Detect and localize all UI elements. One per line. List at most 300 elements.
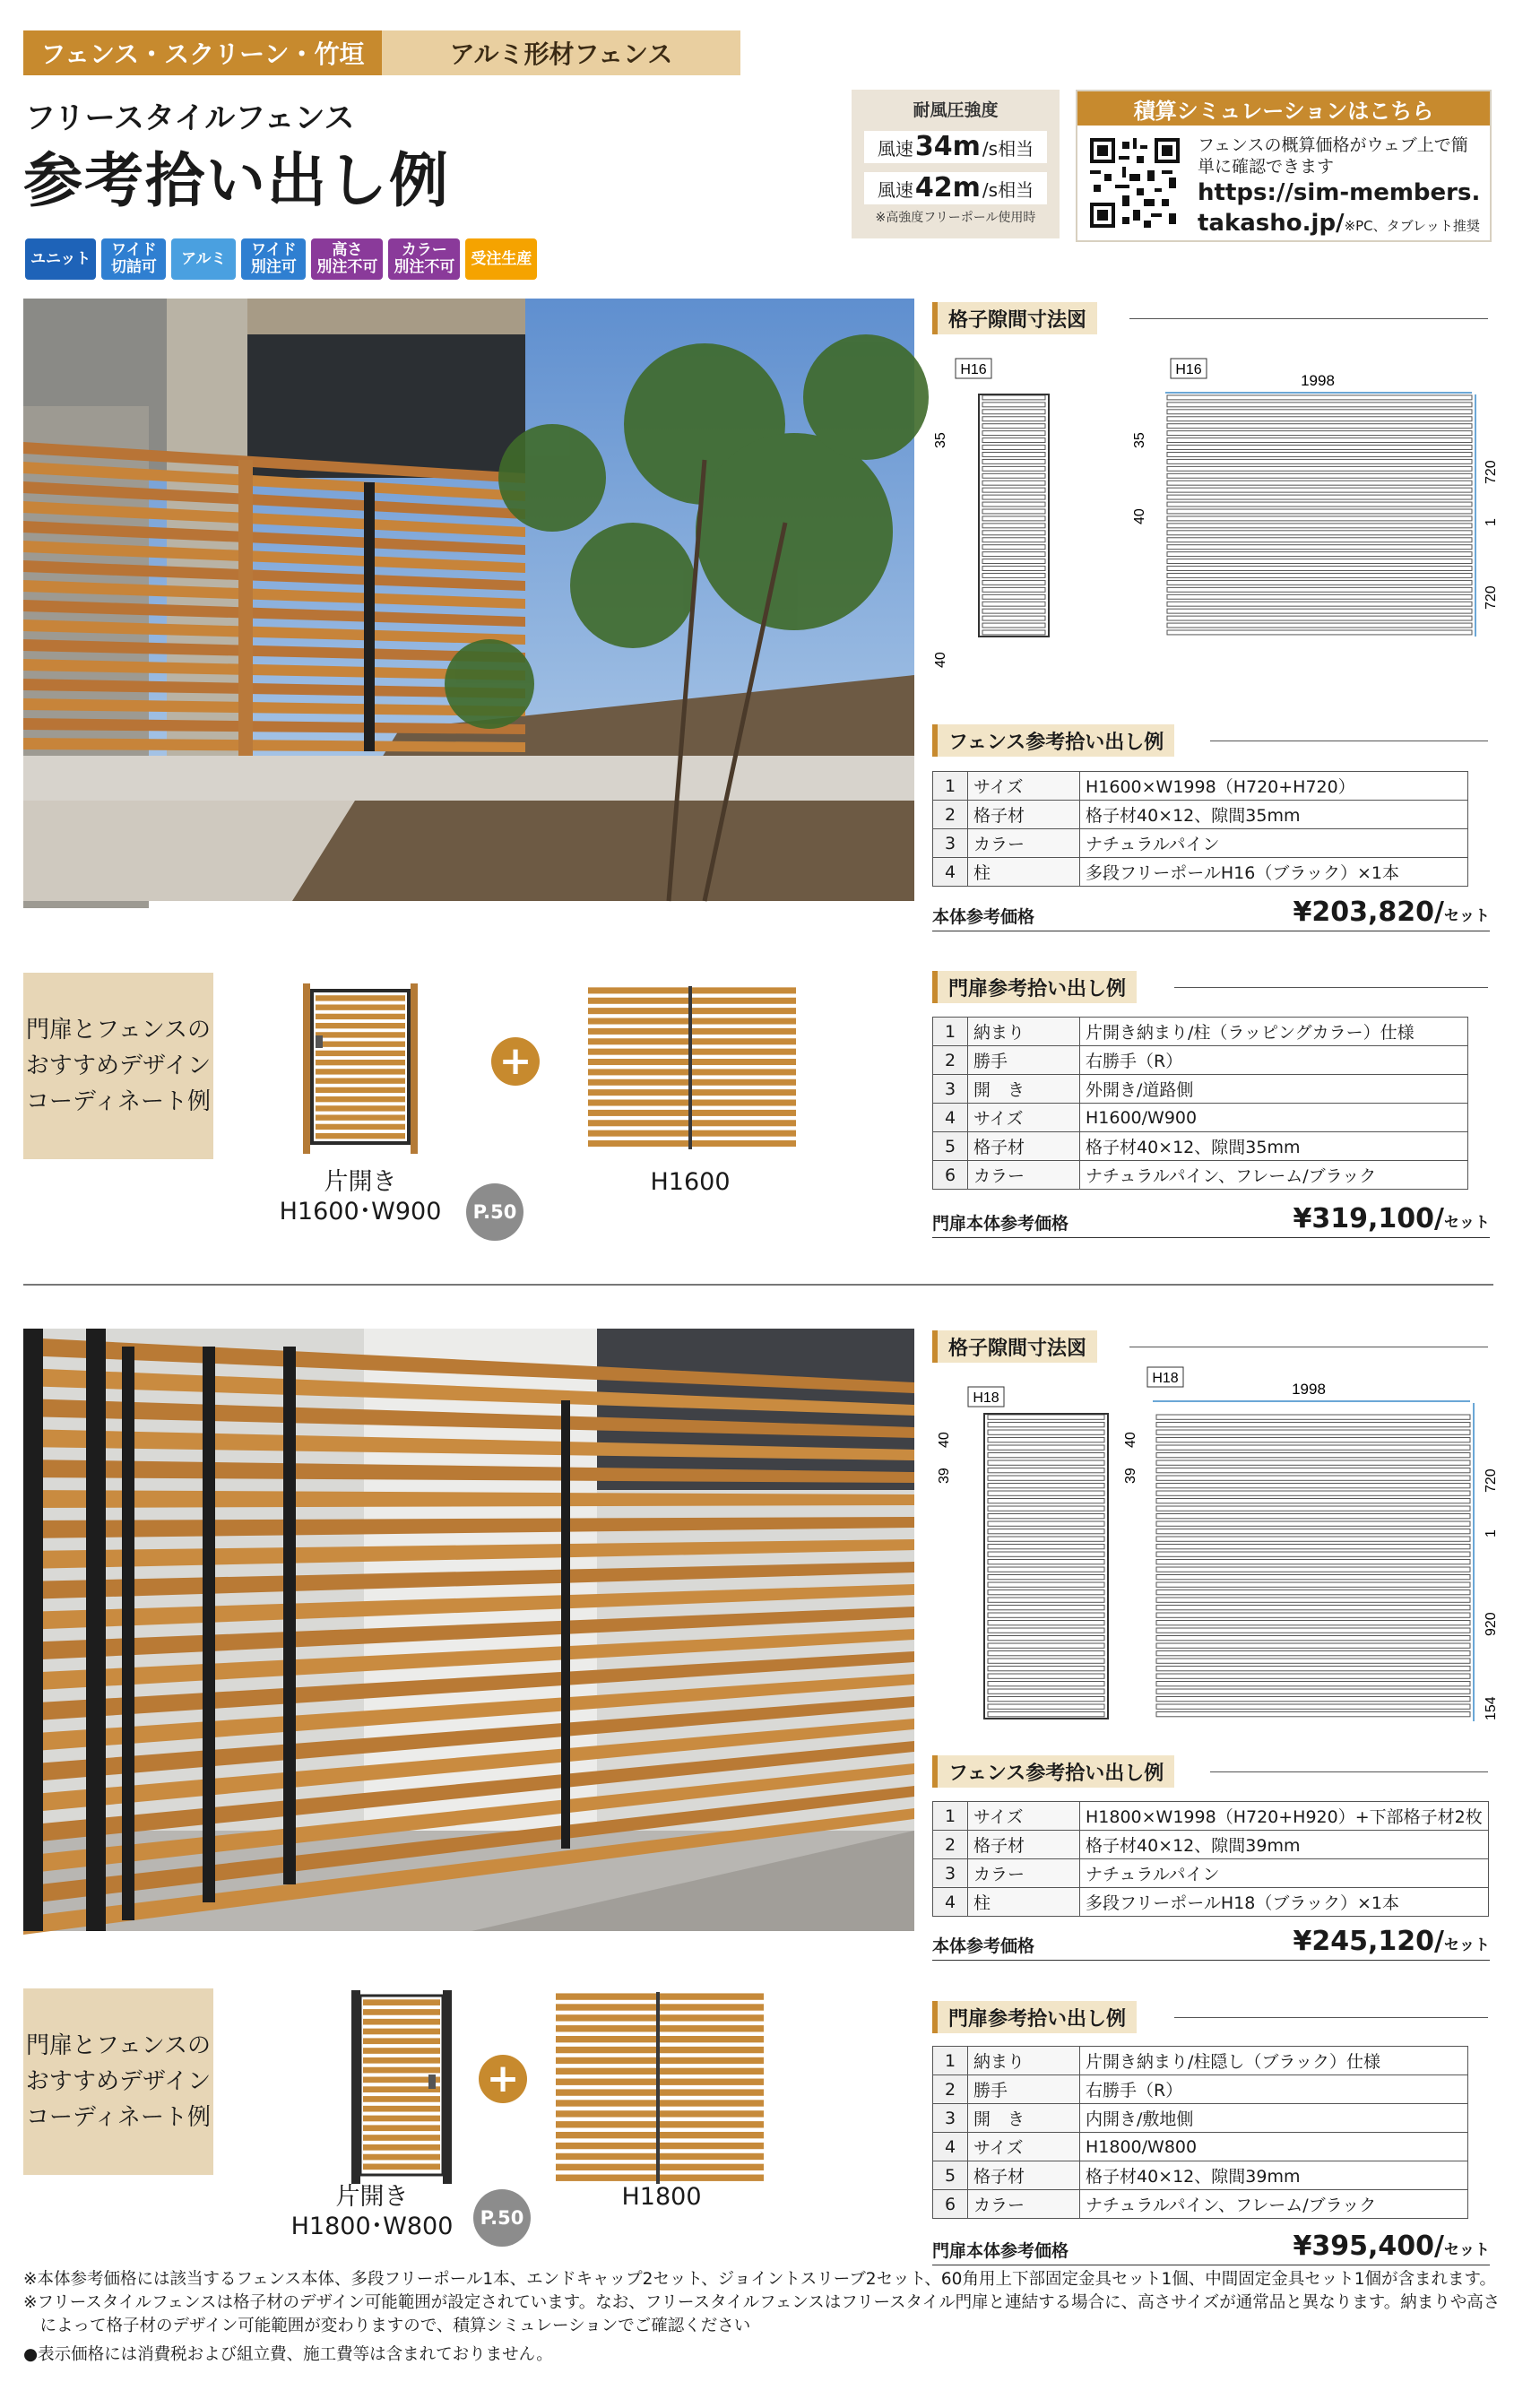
section-divider xyxy=(23,1284,1493,1286)
badge-line: 別注不可 xyxy=(316,258,378,276)
spec-key: 格子材 xyxy=(968,1132,1080,1161)
slat xyxy=(988,1423,1104,1427)
slat xyxy=(982,446,1045,450)
dim-label: 920 xyxy=(1484,1612,1499,1636)
price-unit: セット xyxy=(1444,1214,1490,1232)
fence-caption-2: H1800 xyxy=(621,2183,702,2211)
spec-key: 開 き xyxy=(968,1075,1080,1104)
simulation-text: フェンスの概算価格がウェブ上で簡単に確認できます xyxy=(1198,135,1468,177)
footnotes xyxy=(23,2268,1511,2367)
wind-unit: /s相当 xyxy=(982,138,1034,160)
dim-label: 720 xyxy=(1484,585,1499,610)
badge-line: ユニット xyxy=(30,249,91,268)
slat xyxy=(988,1537,1104,1541)
wind-strength-title: 耐風圧強度 xyxy=(913,100,999,120)
price-unit: セット xyxy=(1444,2241,1490,2259)
spec-number: 5 xyxy=(933,2161,968,2190)
divider xyxy=(1210,1771,1488,1772)
slat xyxy=(1156,1560,1470,1564)
spec-row xyxy=(933,829,1468,858)
wind-row-standard xyxy=(864,131,1047,163)
slat xyxy=(1156,1613,1470,1617)
gate-caption-1 xyxy=(262,1167,459,1226)
page-title: 参考拾い出し例 xyxy=(23,146,450,215)
coordinate-text: 門扉とフェンスの xyxy=(26,2032,211,2059)
spec-value: 格子材40×12、隙間35mm xyxy=(1080,801,1468,829)
post xyxy=(238,460,253,756)
slat xyxy=(988,1521,1104,1526)
gate-caption-2 xyxy=(269,2182,475,2241)
slat xyxy=(988,1506,1104,1511)
slat xyxy=(1167,438,1472,443)
spec-key: サイズ xyxy=(968,2133,1080,2161)
badge-line: 切詰可 xyxy=(110,258,157,276)
spec-value: H1600×W1998（H720+H720） xyxy=(1080,772,1468,801)
slat xyxy=(1156,1506,1470,1511)
badge-line: 別注可 xyxy=(250,258,297,276)
simulation-description xyxy=(1198,134,1484,241)
slat xyxy=(1167,552,1472,557)
slat xyxy=(982,495,1045,499)
slat xyxy=(988,1453,1104,1458)
slat xyxy=(988,1468,1104,1473)
slat xyxy=(316,1041,405,1046)
fence-example-label-1: フェンス参考拾い出し例 xyxy=(932,724,1174,757)
spec-value: 片開き納まり/柱隠し（ブラック）仕様 xyxy=(1080,2047,1468,2075)
slat xyxy=(988,1567,1104,1572)
slat xyxy=(363,1999,440,2005)
slat xyxy=(982,452,1045,456)
dim-label: 154 xyxy=(1484,1696,1499,1720)
spec-row xyxy=(933,1859,1489,1888)
slat xyxy=(363,2019,440,2025)
slat xyxy=(1156,1667,1470,1671)
fence-spec-table-2 xyxy=(932,1801,1489,1917)
slat xyxy=(1167,594,1472,599)
slat xyxy=(988,1445,1104,1450)
slat xyxy=(316,1114,405,1120)
dim-label: 40 xyxy=(933,652,948,668)
slat xyxy=(982,502,1045,507)
slat xyxy=(1167,545,1472,550)
coordinate-text: コーディネート例 xyxy=(26,2104,211,2131)
slat xyxy=(982,552,1045,557)
slat xyxy=(988,1682,1104,1686)
badge-line: ワイド xyxy=(251,241,297,259)
spec-key: 納まり xyxy=(968,2047,1080,2075)
badge-line: カラー xyxy=(401,241,447,259)
coordinate-box-1 xyxy=(23,973,213,1159)
slat xyxy=(988,1712,1104,1717)
spec-row xyxy=(933,1161,1468,1190)
spec-number: 3 xyxy=(933,1859,968,1888)
slat xyxy=(988,1659,1104,1663)
spec-row xyxy=(933,2104,1468,2133)
spec-number: 3 xyxy=(933,1075,968,1104)
spec-row xyxy=(933,1831,1489,1859)
price-value: ¥395,400/ xyxy=(1293,2230,1444,2262)
slat xyxy=(1156,1491,1470,1495)
dim-label: 35 xyxy=(933,432,948,448)
gate-price-row-1 xyxy=(932,1203,1490,1238)
spec-key: カラー xyxy=(968,1161,1080,1190)
spec-value: 外開き/道路側 xyxy=(1080,1075,1468,1104)
gate-price-row-2 xyxy=(932,2230,1490,2265)
wind-value: 34m xyxy=(914,131,981,162)
slat xyxy=(1167,630,1472,635)
slat xyxy=(1156,1643,1470,1648)
fence-photo-h1800 xyxy=(23,1329,914,1931)
slat xyxy=(363,2009,440,2015)
slat xyxy=(1167,495,1472,499)
slat xyxy=(363,2048,440,2054)
width-dim: 1998 xyxy=(1292,1381,1326,1398)
slat xyxy=(1156,1484,1470,1488)
diagram-label-1: 格子隙間寸法図 xyxy=(932,302,1097,334)
slat xyxy=(1156,1423,1470,1427)
post xyxy=(86,1329,106,1931)
slat xyxy=(316,995,405,1000)
slat xyxy=(988,1575,1104,1580)
footnote: によって格子材のデザイン可能範囲が変わりますので、積算シミュレーションでご確認ください xyxy=(23,2317,751,2335)
gate-type: 片開き xyxy=(335,2183,409,2211)
slat xyxy=(1167,531,1472,535)
badge-row xyxy=(25,238,537,280)
gate-frame xyxy=(984,1414,1108,1719)
fence-tag: H16 xyxy=(1175,362,1202,377)
slat xyxy=(316,1105,405,1111)
slat xyxy=(988,1484,1104,1488)
gate-spec-table-1 xyxy=(932,1017,1468,1190)
slat xyxy=(1167,573,1472,577)
slat xyxy=(988,1514,1104,1519)
slat xyxy=(363,2144,440,2151)
slat xyxy=(982,466,1045,471)
slat xyxy=(982,431,1045,436)
slat xyxy=(316,1124,405,1130)
slat xyxy=(1167,587,1472,592)
wind-strength-box xyxy=(852,90,1060,238)
slat xyxy=(1156,1453,1470,1458)
plus-icon: + xyxy=(479,2055,527,2103)
feature-badge xyxy=(388,238,460,280)
slat xyxy=(988,1689,1104,1693)
coordinate-text: おすすめデザイン xyxy=(25,2068,212,2095)
slat xyxy=(1156,1529,1470,1534)
price-value: ¥319,100/ xyxy=(1293,1203,1444,1234)
slat xyxy=(1167,524,1472,528)
spec-number: 2 xyxy=(933,2075,968,2104)
slat xyxy=(1156,1438,1470,1442)
spec-number: 2 xyxy=(933,1831,968,1859)
spec-key: 柱 xyxy=(968,1888,1080,1917)
coordinate-text: コーディネート例 xyxy=(26,1088,211,1115)
spec-key: カラー xyxy=(968,2190,1080,2219)
price-amount xyxy=(1293,897,1490,928)
divider xyxy=(1129,318,1488,319)
slat xyxy=(988,1651,1104,1656)
slat xyxy=(1156,1521,1470,1526)
spec-value: ナチュラルパイン、フレーム/ブラック xyxy=(1080,1161,1468,1190)
spec-number: 4 xyxy=(933,858,968,887)
slat xyxy=(1156,1468,1470,1473)
spec-value: ナチュラルパイン xyxy=(1080,829,1468,858)
slat xyxy=(1167,559,1472,564)
slat xyxy=(363,2106,440,2112)
lattice-diagram-h18 xyxy=(932,1367,1497,1726)
slat xyxy=(982,623,1045,628)
spec-row xyxy=(933,2161,1468,2190)
wind-label: 風速 xyxy=(877,179,913,201)
spec-row xyxy=(933,1046,1468,1075)
spec-key: サイズ xyxy=(968,772,1080,801)
slat xyxy=(1156,1682,1470,1686)
slat xyxy=(982,602,1045,606)
spec-value: 多段フリーポールH18（ブラック）×1本 xyxy=(1080,1888,1489,1917)
gate-tag: H18 xyxy=(973,1390,999,1406)
slat xyxy=(363,2038,440,2044)
slat xyxy=(1167,473,1472,478)
slat xyxy=(316,1133,405,1139)
spec-row xyxy=(933,2075,1468,2104)
slat xyxy=(982,459,1045,463)
gate-example-label-1: 門扉参考拾い出し例 xyxy=(932,971,1137,1003)
slat xyxy=(1156,1621,1470,1625)
slat xyxy=(1156,1552,1470,1556)
slat xyxy=(988,1529,1104,1534)
slat xyxy=(1156,1445,1470,1450)
slat xyxy=(982,424,1045,429)
category-tab: フェンス・スクリーン・竹垣 xyxy=(23,30,382,75)
simulation-title: 積算シミュレーションはこちら xyxy=(1077,91,1490,126)
slat xyxy=(1156,1590,1470,1595)
simulation-url[interactable] xyxy=(1198,178,1484,241)
dim-label: 40 xyxy=(1132,508,1147,524)
spec-key: 格子材 xyxy=(968,1831,1080,1859)
price-unit: セット xyxy=(1444,1936,1490,1954)
slat xyxy=(1167,431,1472,436)
slat xyxy=(1156,1514,1470,1519)
slat xyxy=(988,1674,1104,1678)
slat xyxy=(1156,1651,1470,1656)
slat xyxy=(1156,1704,1470,1709)
spec-key: 勝手 xyxy=(968,2075,1080,2104)
slat xyxy=(363,2067,440,2074)
slat xyxy=(982,630,1045,635)
lattice-diagram-h16 xyxy=(932,350,1499,668)
slat xyxy=(1167,452,1472,456)
feature-badge xyxy=(311,238,383,280)
slat xyxy=(988,1415,1104,1419)
gate-spec-table-2 xyxy=(932,2046,1468,2219)
slat xyxy=(316,1087,405,1093)
spec-value: 格子材40×12、隙間35mm xyxy=(1080,1132,1468,1161)
slat xyxy=(982,580,1045,585)
gate-tag: H16 xyxy=(960,362,987,377)
dim-label: 1 xyxy=(1484,1529,1499,1537)
dim-label: 35 xyxy=(1132,432,1147,448)
simulation-url-line2[interactable]: takasho.jp/ xyxy=(1198,210,1345,237)
price-amount xyxy=(1293,2230,1490,2262)
slat xyxy=(982,616,1045,620)
divider xyxy=(1174,987,1488,988)
slat xyxy=(982,410,1045,414)
dim-label: 720 xyxy=(1484,460,1499,484)
slat xyxy=(1167,403,1472,407)
slat xyxy=(988,1491,1104,1495)
post xyxy=(364,482,375,751)
slat xyxy=(982,559,1045,564)
gate-size: H1600･W900 xyxy=(279,1198,442,1226)
slat xyxy=(316,1069,405,1074)
dim-label: 1 xyxy=(1484,518,1499,526)
price-unit: セット xyxy=(1444,907,1490,925)
spec-key: 柱 xyxy=(968,858,1080,887)
slat xyxy=(1167,616,1472,620)
slat xyxy=(982,438,1045,443)
fence-spec-table-1 xyxy=(932,771,1468,887)
slat xyxy=(1156,1636,1470,1641)
badge-line: 受注生産 xyxy=(471,249,532,268)
slat xyxy=(1156,1659,1470,1663)
spec-number: 1 xyxy=(933,1018,968,1046)
page-ref-badge[interactable]: P.50 xyxy=(466,1183,523,1241)
slat xyxy=(1167,516,1472,521)
slat xyxy=(988,1606,1104,1610)
badge-line: 高さ xyxy=(332,241,363,259)
footnote: ※フリースタイルフェンスは格子材のデザイン可能範囲が設定されています。なお、フリースタイルフェンスはフリースタイル門扉と連結する場合に、高さサイズが通常品と異なります。納まりや高さ xyxy=(23,2293,1501,2312)
slat xyxy=(982,488,1045,492)
spec-number: 6 xyxy=(933,1161,968,1190)
coordinate-box-2 xyxy=(23,1988,213,2175)
slat xyxy=(363,2154,440,2161)
page-ref-badge[interactable]: P.50 xyxy=(473,2189,531,2247)
fence-example-label-2: フェンス参考拾い出し例 xyxy=(932,1755,1174,1788)
slat xyxy=(988,1438,1104,1442)
slat xyxy=(988,1460,1104,1465)
fence-tag: H18 xyxy=(1152,1371,1179,1386)
slat xyxy=(1167,567,1472,571)
fence-price-row-2 xyxy=(932,1926,1490,1961)
slat xyxy=(363,2096,440,2102)
spec-key: サイズ xyxy=(968,1802,1080,1831)
fence-illustration-h1800 xyxy=(556,1992,764,2184)
spec-key: 格子材 xyxy=(968,2161,1080,2190)
dim-label: 40 xyxy=(937,1432,952,1448)
product-tab: アルミ形材フェンス xyxy=(382,30,740,75)
simulation-box[interactable] xyxy=(1076,90,1492,242)
slat xyxy=(988,1697,1104,1702)
wind-row-high xyxy=(864,172,1047,204)
slat xyxy=(988,1613,1104,1617)
spec-row xyxy=(933,2133,1468,2161)
price-value: ¥245,120/ xyxy=(1293,1926,1444,1957)
slat xyxy=(363,2057,440,2064)
slat xyxy=(316,1060,405,1065)
slat xyxy=(1156,1545,1470,1549)
gate-example-label-2: 門扉参考拾い出し例 xyxy=(932,2001,1137,2033)
slat xyxy=(1167,509,1472,514)
spec-row xyxy=(933,1104,1468,1132)
qr-code-icon[interactable] xyxy=(1090,138,1180,228)
spec-number: 2 xyxy=(933,1046,968,1075)
slat xyxy=(988,1582,1104,1587)
spec-number: 1 xyxy=(933,1802,968,1831)
spec-key: サイズ xyxy=(968,1104,1080,1132)
slat xyxy=(982,587,1045,592)
price-label: 本体参考価格 xyxy=(932,907,1035,927)
slat xyxy=(982,594,1045,599)
badge-line: ワイド xyxy=(111,241,157,259)
slat xyxy=(982,573,1045,577)
slat xyxy=(316,1078,405,1083)
gate-type: 片開き xyxy=(324,1168,397,1196)
dim-label: 39 xyxy=(937,1468,952,1484)
feature-badge xyxy=(465,238,537,280)
slat xyxy=(363,2164,440,2170)
spec-row xyxy=(933,772,1468,801)
slat xyxy=(1167,395,1472,400)
slat xyxy=(982,524,1045,528)
slat xyxy=(363,2125,440,2131)
price-label: 門扉本体参考価格 xyxy=(932,1214,1069,1234)
spec-value: 右勝手（R） xyxy=(1080,2075,1468,2104)
price-amount xyxy=(1293,1203,1490,1234)
slat xyxy=(1167,424,1472,429)
product-line: フリースタイルフェンス xyxy=(25,100,355,136)
slat xyxy=(1167,466,1472,471)
spec-number: 6 xyxy=(933,2190,968,2219)
simulation-url-note: ※PC、タブレット推奨 xyxy=(1344,218,1480,234)
slat xyxy=(1167,459,1472,463)
slat xyxy=(1156,1712,1470,1717)
simulation-url-line1[interactable]: https://sim-members. xyxy=(1198,179,1481,206)
slat xyxy=(1156,1460,1470,1465)
slat xyxy=(316,1023,405,1028)
slat xyxy=(1167,481,1472,485)
fence-photo-h1600 xyxy=(23,299,914,901)
price-amount xyxy=(1293,1926,1490,1957)
fence-illustration-h1600 xyxy=(588,986,796,1149)
slat xyxy=(1167,410,1472,414)
spec-number: 4 xyxy=(933,1888,968,1917)
slat xyxy=(1167,538,1472,542)
slat xyxy=(988,1621,1104,1625)
slat xyxy=(316,1032,405,1037)
spec-value: ナチュラルパイン xyxy=(1080,1859,1489,1888)
spec-key: 納まり xyxy=(968,1018,1080,1046)
dim-label: 720 xyxy=(1484,1468,1499,1493)
slat xyxy=(988,1667,1104,1671)
slat xyxy=(1156,1537,1470,1541)
slat xyxy=(1156,1415,1470,1419)
gate-size: H1800･W800 xyxy=(290,2213,454,2240)
slat xyxy=(363,2116,440,2122)
spec-key: カラー xyxy=(968,1859,1080,1888)
slat xyxy=(1167,602,1472,606)
slat xyxy=(316,1096,405,1102)
spec-value: 内開き/敷地側 xyxy=(1080,2104,1468,2133)
slat xyxy=(363,2029,440,2035)
slat xyxy=(988,1628,1104,1633)
spec-value: ナチュラルパイン、フレーム/ブラック xyxy=(1080,2190,1468,2219)
slat xyxy=(1156,1582,1470,1587)
slat xyxy=(316,1051,405,1056)
slat xyxy=(1167,417,1472,421)
slat xyxy=(982,531,1045,535)
slat xyxy=(1167,609,1472,613)
spec-number: 4 xyxy=(933,1104,968,1132)
